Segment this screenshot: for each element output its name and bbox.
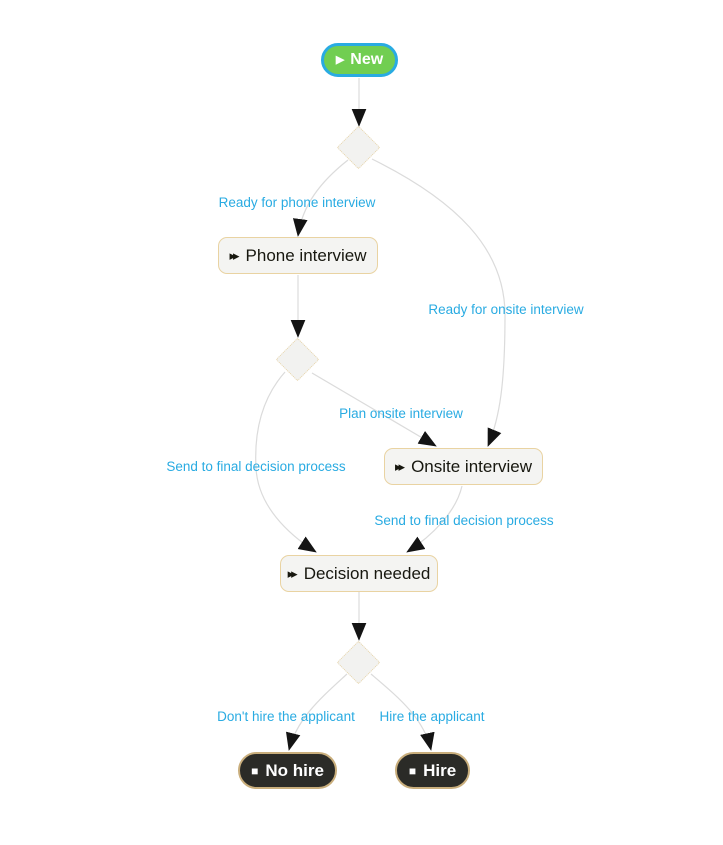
edge-label-ready-for-phone-interview[interactable]: Ready for phone interview [218,195,376,210]
edge-label-send-to-final-decision-left[interactable]: Send to final decision process [166,459,346,474]
task-node-onsite-interview[interactable] [384,448,543,485]
stop-icon: ■ [408,763,417,778]
play-icon: ▶ [335,53,345,66]
edge-label-dont-hire-the-applicant[interactable]: Don't hire the applicant [217,709,355,724]
stop-icon: ■ [251,763,259,778]
edge-label-hire-the-applicant[interactable]: Hire the applicant [379,709,485,724]
edge-label-send-to-final-decision-right[interactable]: Send to final decision process [374,513,554,528]
start-node-label: New [350,51,384,68]
task-label-onsite-interview: Onsite interview [411,456,532,476]
end-node-hire[interactable] [395,752,470,789]
task-node-decision-needed[interactable] [280,555,438,592]
fast-forward-icon: ▸▸ [395,459,403,474]
fast-forward-icon: ▸▸ [229,248,237,263]
fast-forward-icon: ▸▸ [287,566,295,581]
start-node-new[interactable] [321,43,398,77]
end-node-label-hire: Hire [423,760,457,780]
edge-label-ready-for-onsite-interview[interactable]: Ready for onsite interview [428,302,584,317]
edge-label-plan-onsite-interview[interactable]: Plan onsite interview [339,406,463,421]
task-label-phone-interview: Phone interview [245,245,367,265]
task-node-phone-interview[interactable] [218,237,378,274]
end-node-label-no-hire: No hire [265,760,324,780]
task-label-decision-needed: Decision needed [303,563,431,583]
end-node-no-hire[interactable] [238,752,337,789]
